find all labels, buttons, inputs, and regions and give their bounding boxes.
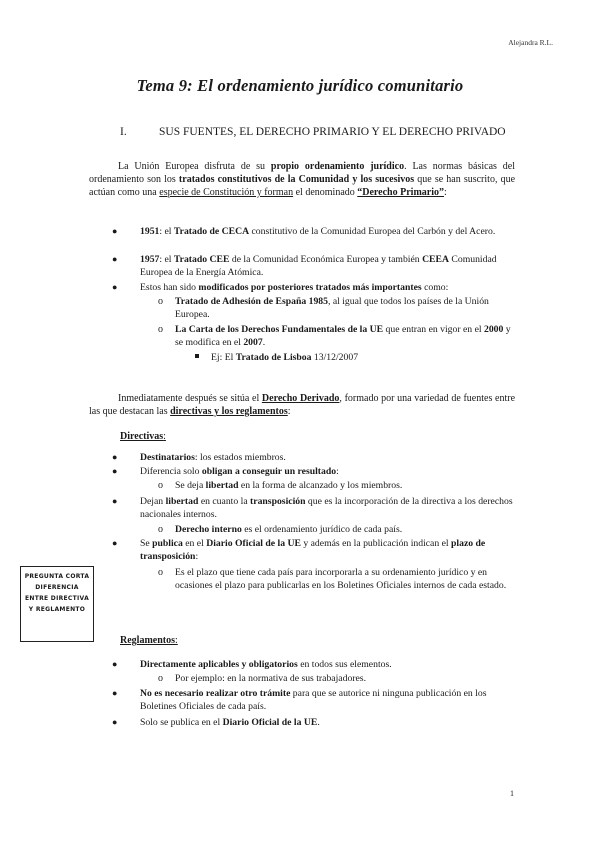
circle-bullet-icon: o bbox=[158, 567, 163, 578]
circle-bullet-icon: o bbox=[158, 296, 163, 307]
list-item: ● Solo se publica en el Diario Oficial de la UE. bbox=[112, 717, 320, 728]
bullet-icon: ● bbox=[112, 538, 118, 548]
note-line: Y REGLAMENTO bbox=[28, 606, 86, 613]
bullet-icon: ● bbox=[112, 659, 118, 669]
sub-list-item: o Se deja libertad en la forma de alcanzado y los miembros. bbox=[158, 480, 403, 491]
bullet-icon: ● bbox=[112, 282, 118, 292]
list-item: ● 1957: el Tratado CEE de la Comunidad Económica Europea y también CEEA Comunidad Europea de la Energía Atómica. bbox=[112, 254, 497, 278]
intro-paragraph: La Unión Europea disfruta de su propio ordenamiento jurídico. Las normas básicas del ordenamiento son los tratados constitutivos de la Comunidad y los sucesivos que se han suscrito, que actúan como una especie de Constitución y forman el denominado “Derecho Primario”: bbox=[89, 161, 516, 198]
bullet-icon: ● bbox=[112, 226, 118, 236]
section-heading bbox=[120, 124, 520, 140]
section-title: SUS FUENTES, EL DERECHO PRIMARIO Y EL DERECHO PRIVADO bbox=[159, 126, 506, 138]
reglamentos-heading: Reglamentos: bbox=[120, 635, 178, 646]
note-line: ENTRE DIRECTIVA bbox=[24, 595, 90, 602]
circle-bullet-icon: o bbox=[158, 480, 163, 491]
list-item: ● Dejan libertad en cuanto la transposición que es la incorporación de la directiva a los derechos nacionales internos. bbox=[112, 496, 513, 520]
sub-list-item: o Tratado de Adhesión de España 1985, al igual que todos los países de la Unión Europea. bbox=[158, 296, 489, 320]
bullet-icon: ● bbox=[112, 452, 118, 462]
sub-list-item: o Derecho interno es el ordenamiento jurídico de cada país. bbox=[158, 524, 403, 535]
bullet-icon: ● bbox=[112, 717, 118, 727]
circle-bullet-icon: o bbox=[158, 524, 163, 535]
circle-bullet-icon: o bbox=[158, 673, 163, 684]
list-item: ● 1951: el Tratado de CECA constitutivo de la Comunidad Europea del Carbón y del Acero. bbox=[112, 226, 496, 237]
bullet-icon: ● bbox=[112, 466, 118, 476]
derived-paragraph: Inmediatamente después se sitúa el Derecho Derivado, formado por una variedad de fuentes entre las que destacan las directivas y los reglamentos: bbox=[89, 393, 516, 417]
bullet-icon: ● bbox=[112, 254, 118, 264]
square-bullet-icon bbox=[195, 354, 199, 358]
note-line: DIFERENCIA bbox=[35, 584, 79, 591]
sub-sub-list-item: Ej: El Tratado de Lisboa 13/12/2007 bbox=[195, 351, 515, 364]
list-item: ● Destinatarios: los estados miembros. bbox=[112, 452, 286, 463]
list-item: ● No es necesario realizar otro trámite para que se autorice ni ninguna publicación en los Boletines Oficiales de cada país. bbox=[112, 688, 487, 712]
page-number: 1 bbox=[510, 789, 514, 798]
list-item: ● Se publica en el Diario Oficial de la UE y además en la publicación indican el plazo de transposición: bbox=[112, 538, 486, 562]
note-line: PREGUNTA CORTA bbox=[24, 573, 90, 580]
bullet-icon: ● bbox=[112, 688, 118, 698]
list-item: ● Diferencia solo obligan a conseguir un resultado: bbox=[112, 466, 339, 477]
margin-note-box bbox=[20, 566, 94, 642]
sub-list-item: o Es el plazo que tiene cada país para incorporarla a su ordenamiento jurídico y en ocasiones el plazo para publicarlas en los Boletines Oficiales internos de cada estado. bbox=[158, 567, 507, 591]
sub-list-item: o La Carta de los Derechos Fundamentales de la UE que entran en vigor en el 2000 y se modifica en el 2007. bbox=[158, 324, 511, 348]
page-title: Tema 9: El ordenamiento jurídico comunitario bbox=[136, 76, 464, 95]
circle-bullet-icon: o bbox=[158, 324, 163, 335]
directivas-heading: Directivas: bbox=[120, 431, 166, 442]
bullet-icon: ● bbox=[112, 496, 118, 506]
list-item: ● Directamente aplicables y obligatorios en todos sus elementos. bbox=[112, 659, 392, 670]
author-header: Alejandra R.L. bbox=[508, 38, 553, 47]
sub-list-item: o Por ejemplo: en la normativa de sus trabajadores. bbox=[158, 673, 367, 684]
section-number: I. bbox=[120, 126, 127, 138]
list-item: ● Estos han sido modificados por posteriores tratados más importantes como: bbox=[112, 282, 449, 293]
